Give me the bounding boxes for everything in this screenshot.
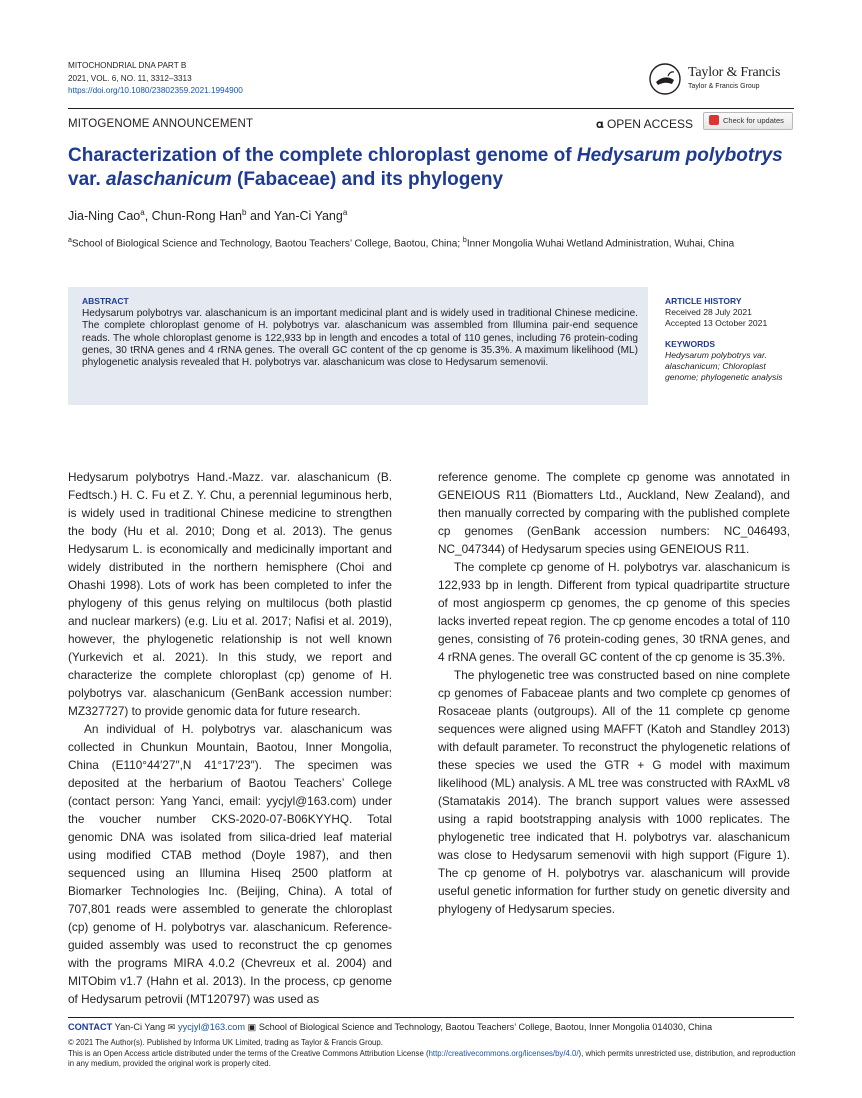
author-list: Jia-Ning Cao$^a$, Chun-Rong Han$^b$ and Yan-Ci Yang$^a$	[68, 208, 348, 224]
citation: 2021, VOL. 6, NO. 11, 3312–3313	[68, 73, 192, 83]
author[interactable]: Jia-Ning Cao	[68, 209, 141, 224]
contact-line: CONTACT Yan-Ci Yang ✉ yycjyl@163.com ▣ School of Biological Science and Technology, Baotou Teachers’ College, Baotou, Inner Mongolia 014030, China	[68, 1022, 713, 1032]
keywords-text: Hedysarum polybotrys var. alaschanicum; Chloroplast genome; phylogenetic analysis	[665, 350, 783, 382]
paragraph: The complete cp genome of H. polybotrys var. alaschanicum is 122,933 bp in length. Different from typical quadripartite structure of most angiosperm cp genomes, the cp genome of this species lacks inverted repeat region. The cp genome encodes a total of 110 genes, consisting of 76 protein-coding genes, 30 tRNA genes, and 4 rRNA genes. The overall GC content of the cp genome is 35.3%.	[438, 560, 790, 664]
journal-info	[68, 60, 243, 98]
footer-divider	[68, 1017, 794, 1018]
author[interactable]: Chun-Rong Han	[151, 209, 243, 224]
paragraph: reference genome. The complete cp genome was annotated in GENEIOUS R11 (Biomatters Ltd., Auckland, New Zealand), and then manually corrected by comparing with the published complete cp genomes (GenBank accession numbers: NC_046493, NC_047344) of Hedysarum species using GENEIOUS R11.	[438, 470, 790, 556]
paragraph: Hedysarum polybotrys Hand.-Mazz. var. alaschanicum (B. Fedtsch.) H. C. Fu et Z. Y. Chu, a perennial leguminous herb, is widely used in traditional Chinese medicine to strengthen the body (Hu et al. 2010; Dong et al. 2013). The genus Hedysarum L. is economically and medicinally important and widely distributed in the northern hemisphere (Choi and Ohashi 1998). Lots of work has been completed to infer the phylogeny of this genus relying on multilocus (both plastid and nuclear markers) (e.g. Liu et al. 2017; Nafisi et al. 2019), however, the phylogenetic relationship is not well known (Yurkevich et al. 2021). In this study, we report and characterize the complete chloroplast (cp) genome of H. polybotrys var. alaschanicum (GenBank accession number: MZ327727) to provide genomic data for future research.	[68, 470, 392, 718]
abstract	[82, 295, 638, 369]
open-lock-icon: 𝛂	[596, 117, 604, 131]
publisher-name: Taylor & Francis	[688, 65, 781, 80]
paragraph: An individual of H. polybotrys var. alaschanicum was collected in Chunkun Mountain, Baotou, Inner Mongolia, China (E110°44′27″,N 41°17′23″). The specimen was deposited at the herbarium of Baotou Teachers’ College (contact person: Yang Yanci, email: yycjyl@163.com) under the voucher number CKS-2020-07-B06KYYHQ. Total genomic DNA was isolated from silica-dried leaf material using modified CTAB method (Doyle 1987), and then sequenced using an Illumina Hiseq 2500 platform at Biomarker Technologies Inc. (Beijing, China). A total of 707,801 reads were assembled to generate the chloroplast (cp) genome of H. polybotrys var. alaschanicum. Reference-guided assembly was used to reconstruct the cp genomes with the programs MIRA 4.0.2 (Chevreux et al. 2004) and MITObim v1.7 (Hahn et al. 2013). In the process, cp genome of Hedysarum petrovii (MT120797) was used as	[68, 722, 392, 1006]
article-title: Characterization of the complete chloroplast genome of Hedysarum polybotrys var. alaschanicum (Fabaceae) and its phylogeny	[68, 145, 783, 190]
doi-link[interactable]: https://doi.org/10.1080/23802359.2021.1994900	[68, 86, 243, 95]
publisher-group: Taylor & Francis Group	[688, 83, 760, 90]
article-sidebar	[665, 296, 795, 383]
header-divider	[68, 108, 794, 109]
email-icon: ✉	[167, 1022, 176, 1032]
location-icon: ▣	[247, 1022, 257, 1032]
article-type: MITOGENOME ANNOUNCEMENT	[68, 118, 254, 130]
journal-name: MITOCHONDRIAL DNA PART B	[68, 61, 187, 70]
abstract-label: ABSTRACT	[82, 296, 129, 306]
check-for-updates-button[interactable]: Check for updates	[703, 112, 793, 130]
open-access-label: 𝛂 OPEN ACCESS	[596, 117, 693, 131]
crossmark-icon	[709, 115, 719, 125]
publisher-logo	[648, 62, 798, 98]
license-footer	[68, 1038, 798, 1070]
body-column-right	[438, 468, 790, 918]
accepted-date: Accepted 13 October 2021	[665, 318, 768, 328]
author[interactable]: Yan-Ci Yang	[274, 209, 343, 224]
copyright: © 2021 The Author(s). Published by Informa UK Limited, trading as Taylor & Francis Group.	[68, 1038, 383, 1047]
contact-email[interactable]: yycjyl@163.com	[178, 1022, 246, 1032]
lamp-icon	[648, 62, 682, 96]
abstract-text: Hedysarum polybotrys var. alaschanicum is an important medicinal plant and is widely used in traditional Chinese medicine. The complete chloroplast genome of H. polybotrys var. alaschanicum was assembled from Illumina pair-end sequence reads. The whole chloroplast genome is 122,933 bp in length and encodes a total of 110 genes, including 76 protein-coding genes, 30 tRNA genes and 4 rRNA genes. The overall GC content of the cp genome is 35.3%. A maximum likelihood (ML) phylogenetic analysis revealed that H. polybotrys var. alaschanicum was close to Hedysarum semenovii.	[82, 308, 638, 369]
article-history-label: ARTICLE HISTORY	[665, 296, 742, 306]
license-link[interactable]: http://creativecommons.org/licenses/by/4.0/	[428, 1048, 579, 1058]
affiliations: $^a$School of Biological Science and Technology, Baotou Teachers’ College, Baotou, China; $^b$Inner Mongolia Wuhai Wetland Administration, Wuhai, China	[68, 237, 735, 250]
keywords-label: KEYWORDS	[665, 339, 716, 349]
received-date: Received 28 July 2021	[665, 307, 752, 317]
body-column-left	[68, 468, 392, 1008]
license-text: This is an Open Access article distributed under the terms of the Creative Commons Attribution License (http://creativecommons.org/licenses/by/4.0/), which permits unrestricted use, distribution, and reproduction in any medium, provided the original work is properly cited.	[68, 1048, 796, 1068]
paragraph: The phylogenetic tree was constructed based on nine complete cp genomes of Fabaceae plants and two complete cp genomes of Rosaceae plants (outgroups). All of the 11 complete cp genome sequences were aligned using MAFFT (Katoh and Standley 2013) with default parameter. To reconstruct the phylogenetic relations of these species we used the GTR + G model with maximum likelihood (ML) analysis. A ML tree was constructed with RAxML v8 (Stamatakis 2014). The branch support values were assessed using a rapid bootstrapping analysis with 1000 replicates. The phylogenetic tree indicated that H. polybotrys var. alaschanicum was close to Hedysarum semenovii with high support (Figure 1). The cp genome of H. polybotrys var. alaschanicum will provide useful genetic information for further study on genetic diversity and phylogeny of Hedysarum species.	[438, 668, 790, 916]
